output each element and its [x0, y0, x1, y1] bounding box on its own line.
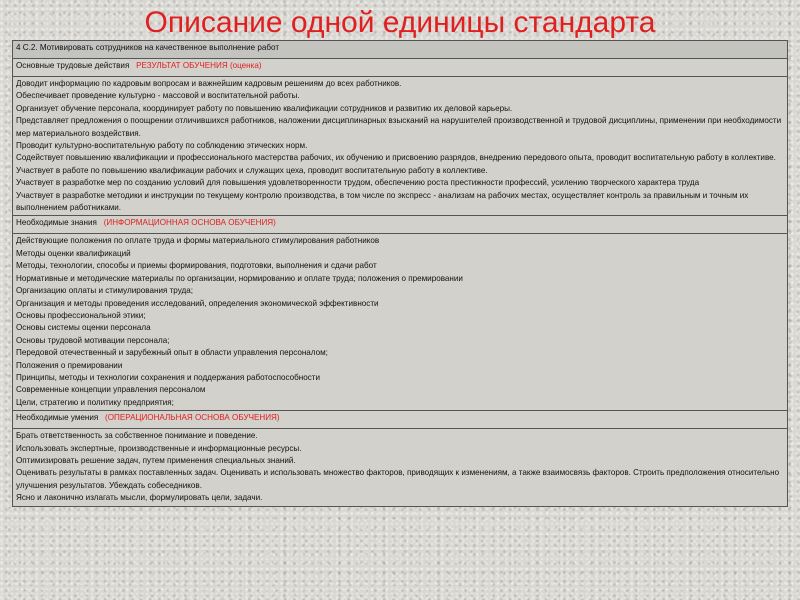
- section-label: Необходимые умения: [16, 413, 99, 423]
- content-line: Цели, стратегию и политику предприятия;: [16, 397, 174, 407]
- section-accent: (ИНФОРМАЦИОННАЯ ОСНОВА ОБУЧЕНИЯ): [103, 218, 276, 228]
- standard-unit-table: [12, 40, 788, 507]
- content-line: Участвует в работе по повышению квалификации рабочих и служащих цеха, проводит воспитательную работу в коллективе.: [16, 165, 488, 175]
- section-header-row: [13, 411, 788, 429]
- section-content-row: [13, 429, 788, 506]
- content-line: Действующие положения по оплате труда и формы материального стимулирования работников: [16, 236, 380, 246]
- section-content: [13, 429, 788, 506]
- content-line: Основы системы оценки персонала: [16, 323, 151, 333]
- content-line: Современные концепции управления персоналом: [16, 385, 206, 395]
- content-line: Доводит информацию по кадровым вопросам и важнейшим кадровым решениям до всех работников.: [16, 79, 402, 88]
- section-label: Основные трудовые действия: [16, 61, 130, 70]
- content-line: Оптимизировать решение задач, путем применения специальных знаний.: [16, 455, 296, 465]
- section-accent: РЕЗУЛЬТАТ ОБУЧЕНИЯ (оценка): [136, 61, 262, 70]
- section-header-row: [13, 216, 788, 234]
- section-content-row: [13, 234, 788, 411]
- content-line: Принципы, методы и технологии сохранения и поддержания работоспособности: [16, 372, 320, 382]
- section-accent: (ОПЕРАЦИОНАЛЬНАЯ ОСНОВА ОБУЧЕНИЯ): [105, 413, 280, 423]
- section-label: Необходимые знания: [16, 218, 97, 228]
- content-line: Содействует повышению квалификации и профессионального мастерства рабочих, их обучению и присвоению разрядов, внедрению передового опыта, проводит воспитательную работу в коллективе.: [16, 153, 776, 163]
- section-header-row: [13, 59, 788, 77]
- section-content: [13, 234, 788, 411]
- function-header-row: [13, 41, 788, 59]
- content-line: Участвует в разработке методики и инструкции по текущему контролю производства, в том числе по экспресс - анализам на рабочих местах, осуществляет контроль за правильным и точным их выполнением работниками.: [16, 190, 749, 213]
- content-line: Основы профессиональной этики;: [16, 310, 146, 320]
- section-content: [13, 77, 788, 216]
- content-line: Оценивать результаты в рамках поставленных задач. Оценивать и использовать множество факторов, приводящих к изменениям, а также взаимосвязь факторов. Строить предположения относительно улучшения результатов. Убеждать собеседников.: [16, 468, 780, 490]
- content-line: Использовать экспертные, производственные и информационные ресурсы.: [16, 443, 302, 453]
- content-line: Обеспечивает проведение культурно - массовой и воспитательной работы.: [16, 91, 300, 101]
- content-line: Основы трудовой мотивации персонала;: [16, 335, 170, 345]
- content-line: Положения о премировании: [16, 360, 123, 370]
- function-header: 4 С.2. Мотивировать сотрудников на качественное выполнение работ: [13, 41, 788, 59]
- content-line: Методы, технологии, способы и приемы формирования, подготовки, выполнения и сдачи работ: [16, 261, 377, 271]
- content-line: Проводит культурно-воспитательную работу по соблюдению этических норм.: [16, 141, 308, 151]
- content-line: Участвует в разработке мер по созданию условий для повышения удовлетворенности трудом, обеспечению роста престижности профессий, усилению творческого характера труда: [16, 178, 700, 188]
- content-line: Брать ответственность за собственное понимание и поведение.: [16, 431, 258, 441]
- content-line: Методы оценки квалификаций: [16, 248, 131, 258]
- content-line: Передовой отечественный и зарубежный опыт в области управления персоналом;: [16, 348, 328, 358]
- page-title: Описание одной единицы стандарта: [144, 6, 656, 39]
- content-line: Организацию оплаты и стимулирования труда;: [16, 286, 193, 296]
- content-line: Организация и методы проведения исследований, определения экономической эффективности: [16, 298, 379, 308]
- content-line: Организует обучение персонала, координирует работу по повышению квалификации сотрудников и развитию их деловой карьеры.: [16, 103, 513, 113]
- section-content-row: [13, 77, 788, 216]
- content-line: Ясно и лаконично излагать мысли, формулировать цели, задачи.: [16, 493, 263, 503]
- content-line: Нормативные и методические материалы по организации, нормированию и оплате труда; положения о премировании: [16, 273, 463, 283]
- content-line: Представляет предложения о поощрении отличившихся работников, наложении дисциплинарных взысканий на нарушителей производственной и трудовой дисциплины, применении при необходимости мер материального воздействия.: [16, 116, 782, 138]
